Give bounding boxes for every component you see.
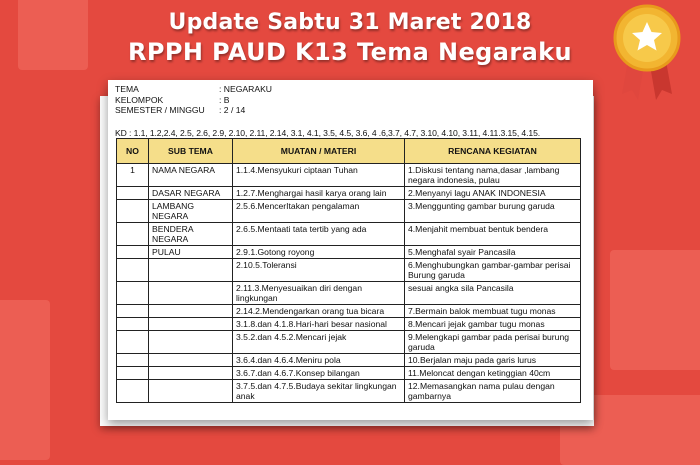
cell-rencana: sesuai angka sila Pancasila bbox=[405, 282, 581, 305]
semester-label: SEMESTER / MINGGU bbox=[115, 105, 205, 115]
cell-no bbox=[117, 200, 149, 223]
cell-rencana: 6.Menghubungkan gambar-gambar perisai Burung garuda bbox=[405, 259, 581, 282]
cell-rencana: 7.Bermain balok membuat tugu monas bbox=[405, 305, 581, 318]
column-header-rencana: RENCANA KEGIATAN bbox=[405, 139, 581, 164]
cell-muatan: 2.5.6.MencerItakan pengalaman bbox=[233, 200, 405, 223]
table-row bbox=[117, 367, 581, 380]
table-row bbox=[117, 259, 581, 282]
cell-sub-tema bbox=[149, 318, 233, 331]
table-header-row bbox=[117, 139, 581, 164]
background-shape bbox=[610, 250, 700, 370]
cell-sub-tema: DASAR NEGARA bbox=[149, 187, 233, 200]
cell-sub-tema bbox=[149, 367, 233, 380]
kelompok-label: KELOMPOK bbox=[115, 94, 164, 105]
semester-value: : 2 / 14 bbox=[219, 105, 246, 115]
kelompok-value: : B bbox=[219, 94, 230, 105]
cell-sub-tema bbox=[149, 282, 233, 305]
cell-rencana: 10.Berjalan maju pada garis lurus bbox=[405, 354, 581, 367]
table-row bbox=[117, 223, 581, 246]
cell-rencana: 1.Diskusi tentang nama,dasar ,lambang negara indonesia, pulau bbox=[405, 164, 581, 187]
table-row bbox=[117, 354, 581, 367]
cell-rencana: 12.Memasangkan nama pulau dengan gambarnya bbox=[405, 380, 581, 403]
cell-no bbox=[117, 380, 149, 403]
cell-rencana: 2.Menyanyi lagu ANAK INDONESIA bbox=[405, 187, 581, 200]
background-shape bbox=[0, 300, 50, 460]
page-title-date: Update Sabtu 31 Maret 2018 bbox=[168, 10, 532, 35]
table-row bbox=[117, 380, 581, 403]
cell-sub-tema: LAMBANG NEGARA bbox=[149, 200, 233, 223]
cell-no bbox=[117, 367, 149, 380]
cell-muatan: 1.2.7.Menghargai hasil karya orang lain bbox=[233, 187, 405, 200]
rpph-table bbox=[116, 138, 581, 403]
table-row bbox=[117, 187, 581, 200]
cell-rencana: 8.Mencari jejak gambar tugu monas bbox=[405, 318, 581, 331]
table-row bbox=[117, 246, 581, 259]
column-header-muatan: MUATAN / MATERI bbox=[233, 139, 405, 164]
tema-value: : NEGARAKU bbox=[219, 84, 273, 94]
cell-muatan: 1.1.4.Mensyukuri ciptaan Tuhan bbox=[233, 164, 405, 187]
cell-rencana: 4.Menjahit membuat bentuk bendera bbox=[405, 223, 581, 246]
cell-no bbox=[117, 331, 149, 354]
cell-no bbox=[117, 246, 149, 259]
tema-label: TEMA bbox=[115, 84, 139, 94]
cell-muatan: 3.5.2.dan 4.5.2.Mencari jejak bbox=[233, 331, 405, 354]
cell-muatan: 3.6.4.dan 4.6.4.Meniru pola bbox=[233, 354, 405, 367]
cell-muatan: 3.6.7.dan 4.6.7.Konsep bilangan bbox=[233, 367, 405, 380]
cell-sub-tema bbox=[149, 354, 233, 367]
cell-no bbox=[117, 354, 149, 367]
document-meta bbox=[115, 84, 272, 116]
cell-rencana: 11.Meloncat dengan ketinggian 40cm bbox=[405, 367, 581, 380]
cell-sub-tema: BENDERA NEGARA bbox=[149, 223, 233, 246]
cell-muatan: 2.11.3.Menyesuaikan diri dengan lingkungan bbox=[233, 282, 405, 305]
page-title: RPPH PAUD K13 Tema Negaraku bbox=[127, 38, 573, 66]
cell-sub-tema: PULAU bbox=[149, 246, 233, 259]
table-row bbox=[117, 331, 581, 354]
cell-rencana: 5.Menghafal syair Pancasila bbox=[405, 246, 581, 259]
table-row bbox=[117, 318, 581, 331]
cell-sub-tema bbox=[149, 305, 233, 318]
kd-line: KD : 1.1, 1.2,2.4, 2.5, 2.6, 2.9, 2.10, 2.11, 2.14, 3.1, 4.1, 3.5, 4.5, 3.6, 4 .6,3.7, 4.7, 3.10, 4.10, 3.11, 4.11.3.15, 4.15. bbox=[115, 128, 541, 138]
cell-rencana: 3.Menggunting gambar burung garuda bbox=[405, 200, 581, 223]
cell-muatan: 3.7.5.dan 4.7.5.Budaya sekitar lingkungan anak bbox=[233, 380, 405, 403]
cell-sub-tema: NAMA NEGARA bbox=[149, 164, 233, 187]
cell-muatan: 2.10.5.Toleransi bbox=[233, 259, 405, 282]
column-header-no: NO bbox=[117, 139, 149, 164]
cell-muatan: 2.9.1.Gotong royong bbox=[233, 246, 405, 259]
cell-no bbox=[117, 305, 149, 318]
cell-sub-tema bbox=[149, 331, 233, 354]
cell-no bbox=[117, 187, 149, 200]
rpph-document bbox=[108, 80, 593, 420]
star-medal-icon bbox=[608, 2, 686, 102]
cell-muatan: 2.14.2.Mendengarkan orang tua bicara bbox=[233, 305, 405, 318]
cell-rencana: 9.Melengkapi gambar pada perisai burung garuda bbox=[405, 331, 581, 354]
table-row bbox=[117, 305, 581, 318]
cell-sub-tema bbox=[149, 380, 233, 403]
cell-no bbox=[117, 259, 149, 282]
cell-no: 1 bbox=[117, 164, 149, 187]
column-header-sub-tema: SUB TEMA bbox=[149, 139, 233, 164]
cell-muatan: 3.1.8.dan 4.1.8.Hari-hari besar nasional bbox=[233, 318, 405, 331]
table-row bbox=[117, 164, 581, 187]
cell-sub-tema bbox=[149, 259, 233, 282]
cell-no bbox=[117, 282, 149, 305]
table-row bbox=[117, 200, 581, 223]
cell-no bbox=[117, 223, 149, 246]
cell-no bbox=[117, 318, 149, 331]
table-row bbox=[117, 282, 581, 305]
cell-muatan: 2.6.5.Mentaati tata tertib yang ada bbox=[233, 223, 405, 246]
